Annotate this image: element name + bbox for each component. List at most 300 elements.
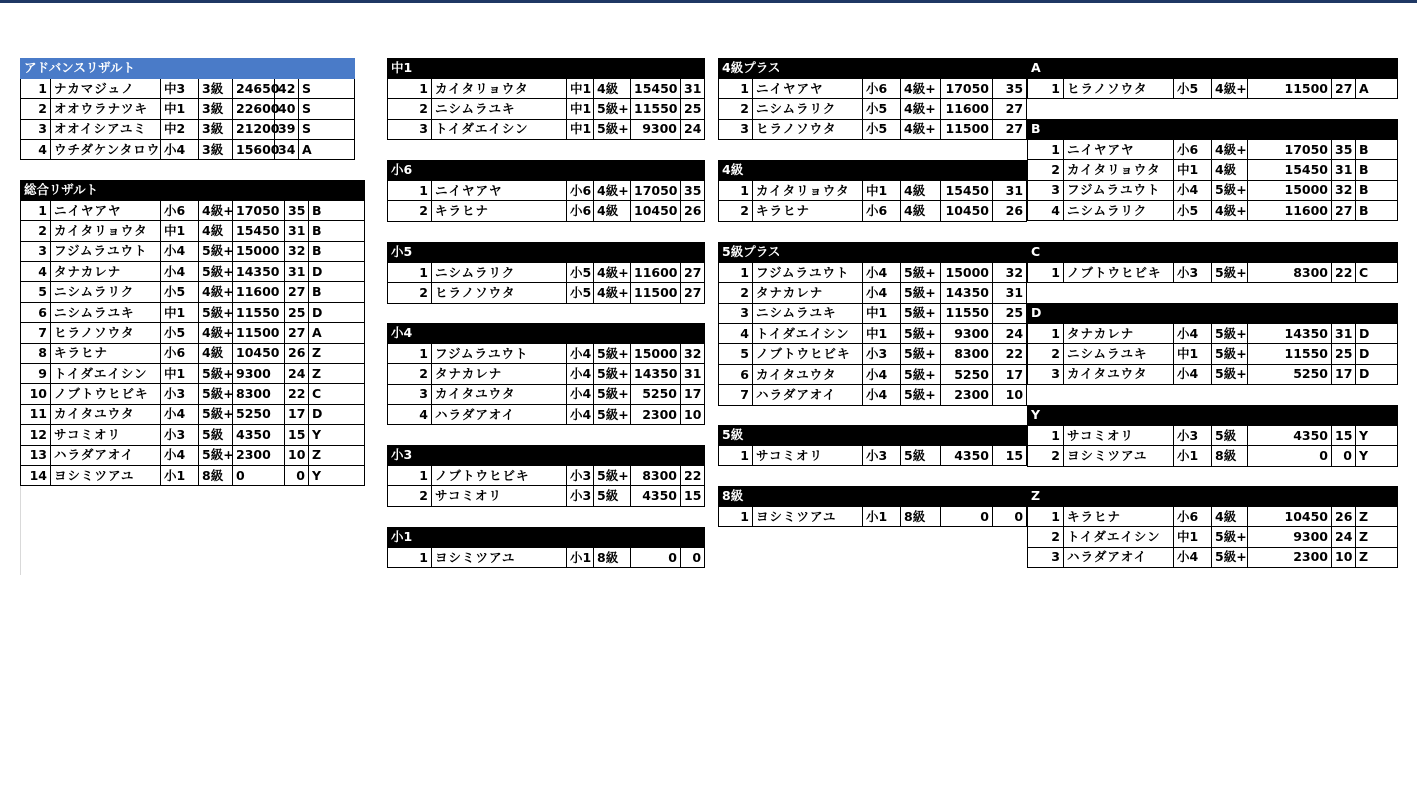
rank-number-cell: 2 [388,364,432,384]
table-row [388,465,705,485]
school-grade-cell: 小3 [863,344,901,364]
points-cell: 17 [681,384,705,404]
player-name-cell: ニシムラリク [753,99,863,119]
rank-number-cell: 6 [719,364,753,384]
player-name-cell: オオイシアユミ [51,119,161,139]
score-cell: 17050 [233,200,285,220]
points-cell: 24 [993,324,1027,344]
rank-number-cell: 1 [1028,262,1064,282]
player-name-cell: ヨシミツアユ [51,465,161,485]
points-cell: 35 [285,200,309,220]
rank-number-cell: 1 [719,445,753,465]
rank-class-cell: C [309,384,365,404]
table-title: 小1 [388,527,705,547]
table-row [21,119,355,139]
level-cell: 5級+ [594,465,631,485]
score-cell: 11600 [233,282,285,302]
result-table-4級プラス [718,58,1027,141]
score-cell: 0 [1248,446,1332,466]
table-row [21,465,365,485]
score-cell: 11500 [941,119,993,139]
rank-class-cell: Y [309,425,365,445]
player-name-cell: ヨシミツアユ [1064,446,1174,466]
player-name-cell: ヨシミツアユ [432,547,567,567]
table-row [1028,201,1398,221]
table-title: Y [1028,405,1398,425]
table-row [21,78,355,98]
school-grade-cell: 中1 [1174,527,1212,547]
result-table-5級プラス [718,242,1027,406]
rank-number-cell: 2 [719,201,753,221]
player-name-cell: ニシムラユキ [51,302,161,322]
result-table-C [1027,242,1398,284]
rank-number-cell: 4 [21,140,51,160]
school-grade-cell: 小4 [863,262,901,282]
table-title: 小4 [388,323,705,343]
points-cell: 24 [681,119,705,139]
table-row [21,241,365,261]
player-name-cell: ナカマジュノ [51,78,161,98]
player-name-cell: ニシムラユキ [432,99,567,119]
school-grade-cell: 小4 [161,140,199,160]
rank-number-cell: 3 [719,303,753,323]
player-name-cell: ヒラノソウタ [1064,78,1174,98]
player-name-cell: タナカレナ [432,364,567,384]
school-grade-cell: 小5 [567,283,594,303]
player-name-cell: サコミオリ [1064,425,1174,445]
school-grade-cell: 中3 [161,78,199,98]
table-row [1028,160,1398,180]
rank-number-cell: 5 [719,344,753,364]
school-grade-cell: 小4 [567,364,594,384]
rank-class-cell: B [1356,160,1398,180]
rank-number-cell: 2 [1028,446,1064,466]
school-grade-cell: 中1 [161,99,199,119]
rank-number-cell: 4 [1028,201,1064,221]
school-grade-cell: 小1 [161,465,199,485]
table-title: Z [1028,486,1398,506]
player-name-cell: ハラダアオイ [432,405,567,425]
points-cell: 25 [993,303,1027,323]
rank-number-cell: 1 [719,506,753,526]
score-cell: 0 [631,547,681,567]
points-cell: 27 [681,262,705,282]
table-title: 5級プラス [719,242,1027,262]
level-cell: 8級 [901,506,941,526]
result-table-総合リザルト [20,180,365,487]
school-grade-cell: 小3 [567,486,594,506]
score-cell: 9300 [1248,527,1332,547]
score-cell: 17050 [1248,139,1332,159]
level-cell: 4級+ [199,282,233,302]
points-cell: 15 [993,445,1027,465]
level-cell: 8級 [594,547,631,567]
school-grade-cell: 小6 [161,200,199,220]
table-row [21,140,355,160]
player-name-cell: ニイヤアヤ [51,200,161,220]
level-cell: 5級+ [594,343,631,363]
school-grade-cell: 小4 [1174,323,1212,343]
player-name-cell: フジムラユウト [753,262,863,282]
table-row [719,324,1027,344]
level-cell: 5級+ [1212,364,1248,384]
school-grade-cell: 小5 [567,262,594,282]
school-grade-cell: 小6 [1174,139,1212,159]
level-cell: 8級 [1212,446,1248,466]
level-cell: 5級+ [901,283,941,303]
level-cell: 4級 [594,78,631,98]
table-title: D [1028,303,1398,323]
score-cell: 11550 [1248,344,1332,364]
table-row [21,302,365,322]
score-cell: 14350 [1248,323,1332,343]
points-cell: 0 [681,547,705,567]
player-name-cell: サコミオリ [51,425,161,445]
player-name-cell: キラヒナ [51,343,161,363]
score-cell: 9300 [631,119,681,139]
rank-class-cell: Z [1356,547,1398,567]
school-grade-cell: 小6 [863,201,901,221]
score-cell: 11550 [631,99,681,119]
points-cell: 31 [681,78,705,98]
table-row [1028,180,1398,200]
rank-number-cell: 2 [21,99,51,119]
player-name-cell: ハラダアオイ [51,445,161,465]
player-name-cell: トイダエイシン [753,324,863,344]
rank-number-cell: 11 [21,404,51,424]
school-grade-cell: 小6 [1174,506,1212,526]
level-cell: 4級 [594,201,631,221]
level-cell: 5級+ [199,364,233,384]
rank-number-cell: 1 [388,465,432,485]
points-cell: 24 [285,364,309,384]
score-cell: 11600 [941,99,993,119]
rank-class-cell: B [309,221,365,241]
level-cell: 5級+ [901,344,941,364]
points-cell: 15 [1332,425,1356,445]
school-grade-cell: 小3 [1174,425,1212,445]
level-cell: 5級+ [199,404,233,424]
score-cell: 17050 [631,180,681,200]
school-grade-cell: 小4 [863,364,901,384]
player-name-cell: カイタリョウタ [1064,160,1174,180]
points-cell: 26 [681,201,705,221]
school-grade-cell: 小5 [1174,201,1212,221]
table-row [719,506,1027,526]
rank-number-cell: 2 [388,486,432,506]
player-name-cell: トイダエイシン [51,364,161,384]
points-cell: 42 [275,78,299,98]
table-row [388,405,705,425]
rank-number-cell: 3 [388,119,432,139]
rank-number-cell: 5 [21,282,51,302]
level-cell: 4級 [901,180,941,200]
level-cell: 5級 [901,445,941,465]
table-row [719,180,1027,200]
player-name-cell: サコミオリ [432,486,567,506]
table-row [1028,344,1398,364]
table-row [388,364,705,384]
player-name-cell: カイタリョウタ [432,78,567,98]
level-cell: 4級+ [594,180,631,200]
level-cell: 4級+ [1212,139,1248,159]
rank-number-cell: 2 [388,283,432,303]
player-name-cell: カイタユウタ [51,404,161,424]
result-table-4級 [718,160,1027,222]
score-cell: 4350 [941,445,993,465]
score-cell: 11600 [1248,201,1332,221]
rank-number-cell: 10 [21,384,51,404]
table-row [21,323,365,343]
player-name-cell: キラヒナ [1064,506,1174,526]
score-cell: 4350 [631,486,681,506]
player-name-cell: カイタリョウタ [51,221,161,241]
rank-number-cell: 1 [388,547,432,567]
score-cell: 9300 [941,324,993,344]
points-cell: 27 [993,99,1027,119]
table-title: 小5 [388,242,705,262]
table-row [388,78,705,98]
points-cell: 27 [1332,201,1356,221]
score-cell: 15000 [631,343,681,363]
level-cell: 4級+ [901,99,941,119]
level-cell: 4級+ [1212,78,1248,98]
school-grade-cell: 小4 [1174,547,1212,567]
school-grade-cell: 中2 [161,119,199,139]
table-row [388,384,705,404]
table-row [21,445,365,465]
score-cell: 10450 [631,201,681,221]
table-row [21,99,355,119]
rank-number-cell: 4 [719,324,753,344]
table-row [1028,547,1398,567]
table-row [388,99,705,119]
rank-number-cell: 2 [719,283,753,303]
result-table-小4 [387,323,705,426]
table-row [719,78,1027,98]
score-cell: 14350 [233,262,285,282]
level-cell: 5級+ [199,262,233,282]
rank-number-cell: 6 [21,302,51,322]
level-cell: 4級+ [594,262,631,282]
points-cell: 25 [1332,344,1356,364]
rank-number-cell: 2 [388,99,432,119]
rank-number-cell: 2 [1028,527,1064,547]
points-cell: 10 [993,385,1027,405]
level-cell: 5級+ [901,385,941,405]
table-title: 8級 [719,486,1027,506]
rank-number-cell: 1 [1028,323,1064,343]
score-cell: 22600 [233,99,275,119]
school-grade-cell: 小3 [161,425,199,445]
table-title: B [1028,119,1398,139]
table-row [21,282,365,302]
table-row [21,343,365,363]
player-name-cell: ノブトウヒビキ [1064,262,1174,282]
rank-class-cell: Z [309,343,365,363]
level-cell: 5級+ [901,303,941,323]
level-cell: 4級+ [594,283,631,303]
rank-number-cell: 3 [21,241,51,261]
rank-number-cell: 1 [388,78,432,98]
points-cell: 32 [681,343,705,363]
rank-number-cell: 2 [719,99,753,119]
table-row [1028,139,1398,159]
points-cell: 17 [285,404,309,424]
school-grade-cell: 小4 [863,283,901,303]
score-cell: 4350 [233,425,285,445]
points-cell: 26 [993,201,1027,221]
points-cell: 10 [1332,547,1356,567]
level-cell: 5級+ [1212,547,1248,567]
player-name-cell: ニシムラユキ [753,303,863,323]
player-name-cell: カイタユウタ [753,364,863,384]
level-cell: 5級+ [199,241,233,261]
player-name-cell: フジムラユウト [51,241,161,261]
player-name-cell: ハラダアオイ [753,385,863,405]
level-cell: 4級 [901,201,941,221]
score-cell: 8300 [1248,262,1332,282]
school-grade-cell: 中1 [863,303,901,323]
level-cell: 5級+ [199,384,233,404]
table-row [719,119,1027,139]
level-cell: 5級+ [594,384,631,404]
table-row [1028,527,1398,547]
table-row [21,425,365,445]
result-table-小6 [387,160,705,222]
level-cell: 5級+ [1212,527,1248,547]
level-cell: 3級 [199,119,233,139]
school-grade-cell: 中1 [1174,344,1212,364]
rank-number-cell: 12 [21,425,51,445]
score-cell: 4350 [1248,425,1332,445]
result-table-B [1027,119,1398,222]
points-cell: 25 [285,302,309,322]
rank-number-cell: 3 [1028,180,1064,200]
rank-class-cell: Y [309,465,365,485]
result-table-小3 [387,445,705,507]
score-cell: 11500 [1248,78,1332,98]
rank-number-cell: 14 [21,465,51,485]
points-cell: 31 [1332,160,1356,180]
school-grade-cell: 中1 [567,99,594,119]
school-grade-cell: 小5 [863,119,901,139]
points-cell: 31 [993,180,1027,200]
score-cell: 2300 [941,385,993,405]
player-name-cell: ニシムラリク [51,282,161,302]
level-cell: 5級+ [1212,344,1248,364]
level-cell: 4級 [1212,506,1248,526]
table-title: C [1028,242,1398,262]
player-name-cell: トイダエイシン [1064,527,1174,547]
score-cell: 15450 [1248,160,1332,180]
score-cell: 14350 [941,283,993,303]
points-cell: 32 [1332,180,1356,200]
points-cell: 15 [285,425,309,445]
player-name-cell: ヒラノソウタ [753,119,863,139]
score-cell: 24650 [233,78,275,98]
school-grade-cell: 小3 [863,445,901,465]
points-cell: 26 [285,343,309,363]
rank-class-cell: A [309,323,365,343]
table-row [388,486,705,506]
rank-number-cell: 1 [21,78,51,98]
level-cell: 3級 [199,78,233,98]
level-cell: 3級 [199,99,233,119]
points-cell: 27 [1332,78,1356,98]
points-cell: 10 [285,445,309,465]
points-cell: 34 [275,140,299,160]
score-cell: 11550 [233,302,285,322]
points-cell: 0 [993,506,1027,526]
level-cell: 5級 [1212,425,1248,445]
score-cell: 15000 [941,262,993,282]
result-table-Z [1027,486,1398,569]
table-title: 総合リザルト [21,180,365,200]
school-grade-cell: 小6 [567,201,594,221]
table-row [21,221,365,241]
table-title: 4級 [719,160,1027,180]
score-cell: 17050 [941,78,993,98]
score-cell: 21200 [233,119,275,139]
points-cell: 31 [993,283,1027,303]
rank-number-cell: 2 [1028,160,1064,180]
rank-number-cell: 1 [1028,78,1064,98]
score-cell: 9300 [233,364,285,384]
level-cell: 5級 [199,425,233,445]
score-cell: 8300 [631,465,681,485]
rank-class-cell: B [1356,139,1398,159]
level-cell: 4級+ [901,78,941,98]
points-cell: 31 [1332,323,1356,343]
table-row [719,99,1027,119]
player-name-cell: ニシムラユキ [1064,344,1174,364]
player-name-cell: ノブトウヒビキ [753,344,863,364]
level-cell: 4級+ [199,323,233,343]
score-cell: 2300 [233,445,285,465]
table-row [21,200,365,220]
table-row [1028,425,1398,445]
table-row [1028,262,1398,282]
table-row [1028,506,1398,526]
score-cell: 15000 [1248,180,1332,200]
school-grade-cell: 小4 [161,404,199,424]
school-grade-cell: 小4 [161,262,199,282]
rank-class-cell: D [309,302,365,322]
rank-number-cell: 1 [21,200,51,220]
points-cell: 22 [993,344,1027,364]
rank-class-cell: Y [1356,446,1398,466]
level-cell: 5級+ [1212,323,1248,343]
score-cell: 10450 [1248,506,1332,526]
level-cell: 5級+ [594,99,631,119]
table-row [719,283,1027,303]
points-cell: 27 [285,282,309,302]
table-row [1028,323,1398,343]
score-cell: 5250 [631,384,681,404]
school-grade-cell: 小5 [1174,78,1212,98]
rank-class-cell: D [1356,323,1398,343]
points-cell: 22 [1332,262,1356,282]
points-cell: 27 [681,283,705,303]
level-cell: 4級 [199,343,233,363]
school-grade-cell: 中1 [863,180,901,200]
school-grade-cell: 小4 [567,343,594,363]
table-row [719,344,1027,364]
score-cell: 15450 [941,180,993,200]
table-row [719,201,1027,221]
rank-class-cell: C [1356,262,1398,282]
